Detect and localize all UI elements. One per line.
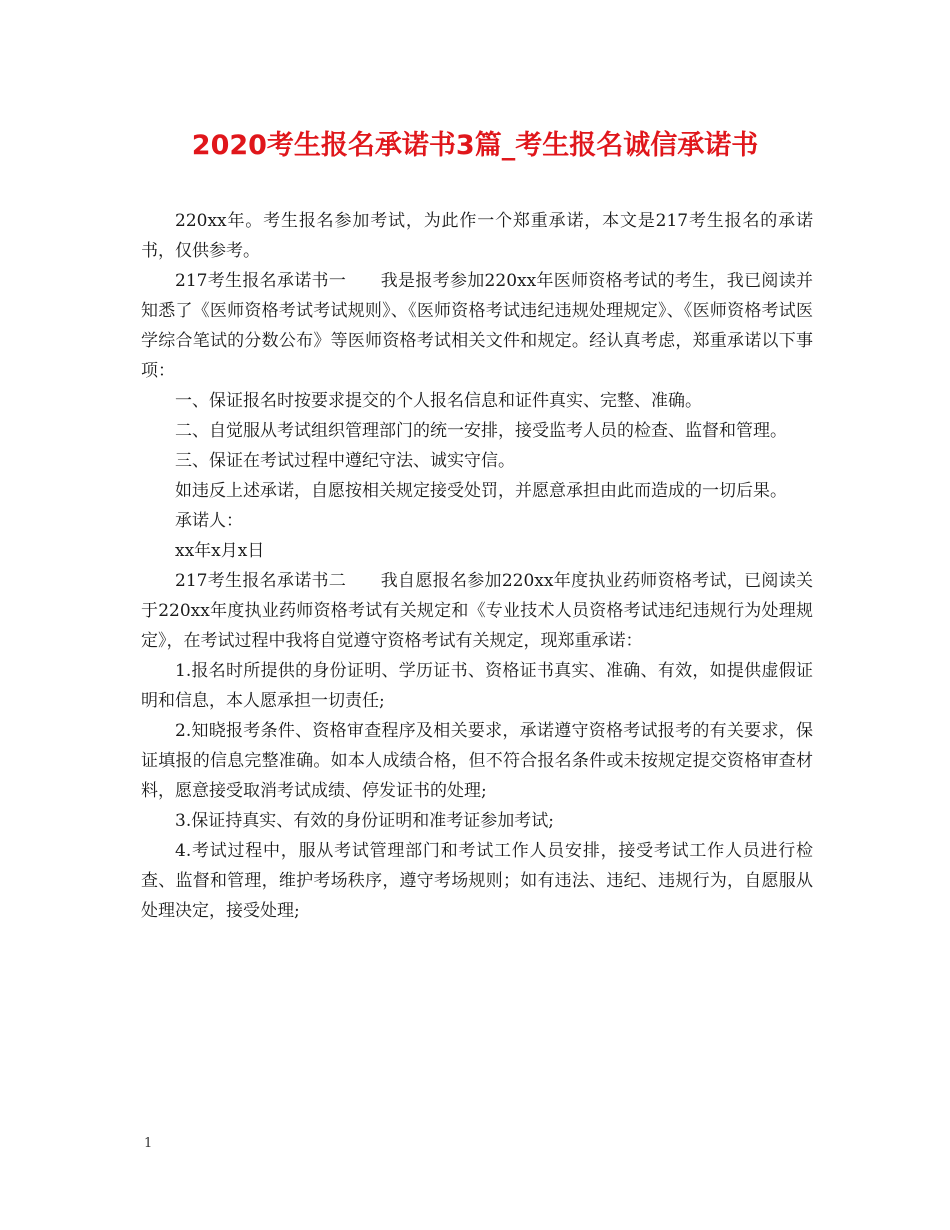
paragraph-clause-1: 1.报名时所提供的身份证明、学历证书、资格证书真实、准确、有效，如提供虚假证明和信息，本人愿承担一切责任; (141, 661, 813, 711)
page-number: 1 (144, 1136, 153, 1151)
paragraph-letter-two: 217考生报名承诺书二 我自愿报名参加220xx年度执业药师资格考试，已阅读关于220xx年度执业药师资格考试有关规定和《专业技术人员资格考试违纪违规行为处理规定》，在考试过程中我将自觉遵守资格考试有关规定，现郑重承诺： (141, 571, 813, 651)
paragraph-item-3: 三、保证在考试过程中遵纪守法、诚实守信。 (175, 451, 515, 471)
document-title: 2020考生报名承诺书3篇_考生报名诚信承诺书 (191, 130, 759, 161)
paragraph-violation: 如违反上述承诺，自愿按相关规定接受处罚，并愿意承担由此而造成的一切后果。 (175, 481, 787, 501)
paragraph-intro: 220xx年。考生报名参加考试，为此作一个郑重承诺，本文是217考生报名的承诺书，仅供参考。 (141, 211, 813, 261)
paragraph-signatory: 承诺人： (175, 511, 243, 531)
document-body (141, 206, 813, 926)
paragraph-letter-one: 217考生报名承诺书一 我是报考参加220xx年医师资格考试的考生，我已阅读并知悉了《医师资格考试考试规则》、《医师资格考试违纪违规处理规定》、《医师资格考试医学综合笔试的分数公布》等医师资格考试相关文件和规定。经认真考虑，郑重承诺以下事项： (141, 271, 813, 381)
paragraph-item-2: 二、自觉服从考试组织管理部门的统一安排，接受监考人员的检查、监督和管理。 (175, 421, 787, 441)
paragraph-clause-4: 4.考试过程中，服从考试管理部门和考试工作人员安排，接受考试工作人员进行检查、监督和管理，维护考场秩序，遵守考场规则；如有违法、违纪、违规行为，自愿服从处理决定，接受处理; (141, 841, 813, 921)
paragraph-item-1: 一、保证报名时按要求提交的个人报名信息和证件真实、完整、准确。 (175, 391, 702, 411)
paragraph-clause-3: 3.保证持真实、有效的身份证明和准考证参加考试; (175, 811, 554, 831)
paragraph-clause-2: 2.知晓报考条件、资格审查程序及相关要求，承诺遵守资格考试报考的有关要求，保证填报的信息完整准确。如本人成绩合格，但不符合报名条件或未按规定提交资格审查材料，愿意接受取消考试成绩、停发证书的处理; (141, 721, 813, 801)
paragraph-date: xx年x月x日 (175, 541, 265, 561)
